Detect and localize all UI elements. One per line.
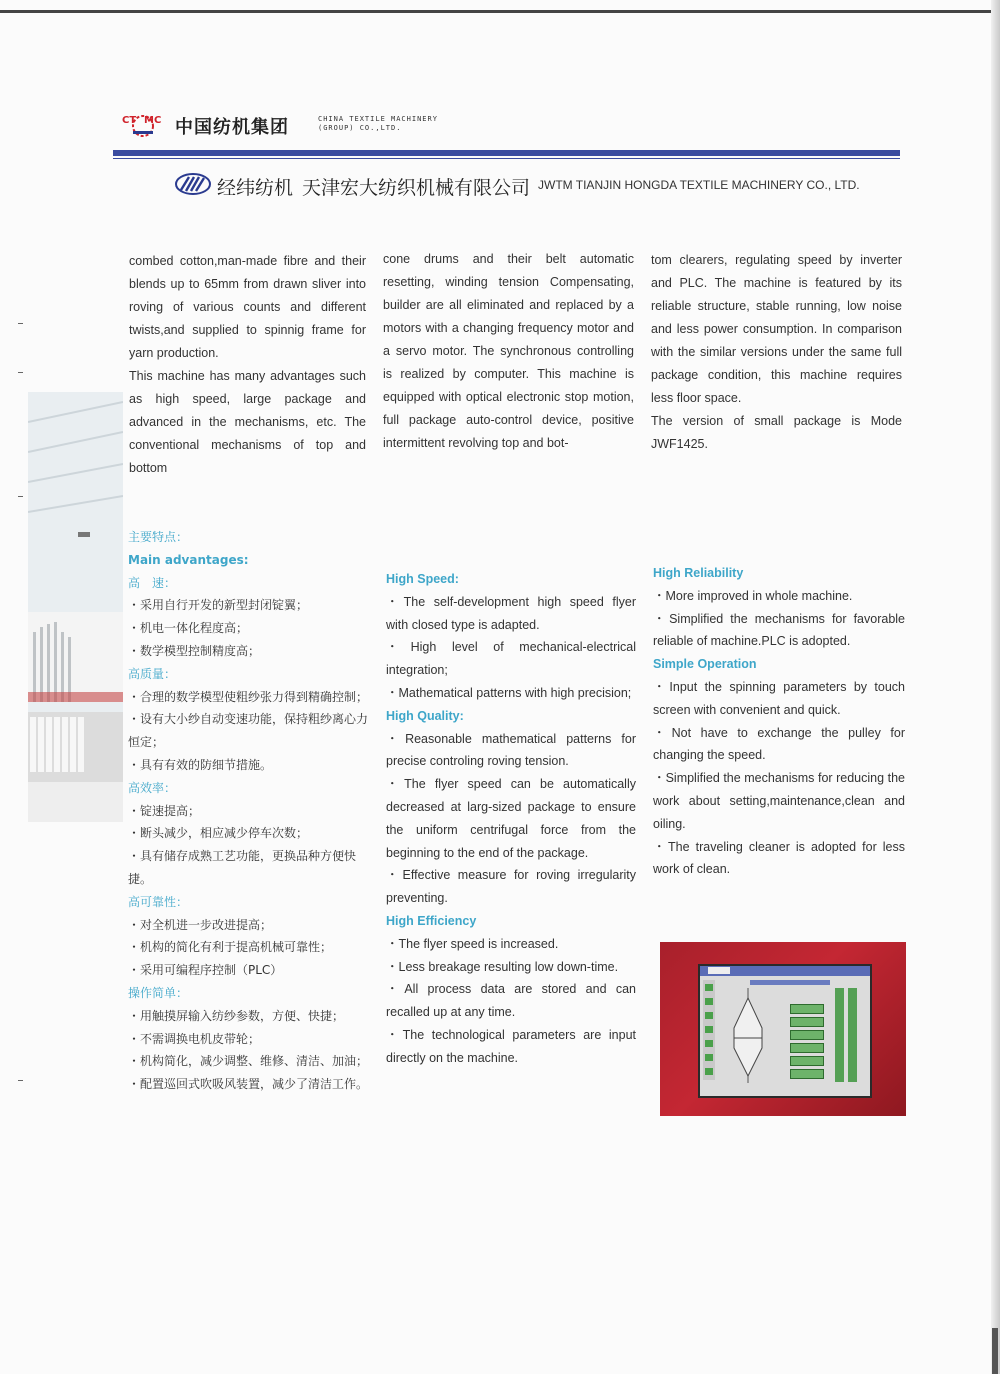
feature-item: ・The flyer speed is increased. [386, 936, 559, 951]
intro-column-2 [383, 248, 634, 455]
screen-title-bar [700, 966, 870, 976]
svg-text:CT: CT [122, 115, 137, 126]
intro-paragraph: tom clearers, regulating speed by inverter and PLC. The machine is featured by its reliable structure, stable running, low noise and less power consumption. In comparison with the similar versions under the same full package condition, this machine requires less floor space. [651, 253, 902, 405]
intro-column-3 [651, 249, 902, 456]
margin-mark [18, 496, 23, 497]
section-heading: 操作简单： [128, 985, 189, 1000]
feature-item: ・The traveling cleaner is adopted for less work of clean. [653, 839, 905, 877]
touch-screen-display [698, 964, 872, 1098]
margin-mark [18, 1080, 23, 1081]
group-name-cn: 中国纺机集团 [175, 117, 289, 138]
factory-photo-image [28, 392, 123, 822]
feature-item: ・断头减少，相应减少停车次数； [128, 826, 309, 841]
section-heading: 高质量： [128, 666, 177, 681]
features-title-cn: 主要特点： [128, 530, 189, 544]
intro-paragraph: cone drums and their belt automatic resetting, winding tension Compensating, builder are all eliminated and replaced by a motors with a changing frequency motor and a servo motor. The synchronous controlling is realized by computer. This machine is equipped with optical electronic stop motion, full package auto-control device, positive intermittent revolving top and bot- [383, 252, 634, 450]
bobbin-diagram-icon [728, 988, 768, 1083]
feature-item: ・Effective measure for roving irregularity preventing. [386, 868, 636, 906]
feature-item: ・The technological parameters are input directly on the machine. [386, 1027, 636, 1065]
section-heading: 高可靠性： [128, 894, 189, 909]
feature-item: ・Not have to exchange the pulley for changing the speed. [653, 725, 905, 763]
feature-item: ・不需调换电机皮带轮； [128, 1031, 261, 1046]
section-heading: 高 速： [128, 575, 177, 590]
section-heading: High Efficiency [386, 913, 477, 928]
feature-item: ・采用自行开发的新型封闭锭翼； [128, 598, 309, 613]
feature-item: ・机电一体化程度高； [128, 621, 249, 636]
features-en-right [653, 562, 905, 881]
feature-item: ・机构简化，减少调整、维修、清洁、加油； [128, 1054, 369, 1069]
intro-paragraph: combed cotton,man-made fibre and their blends up to 65mm from drawn sliver into roving of various counts and different twists,and supplied to spinnig frame for yarn production. [129, 254, 366, 360]
feature-item: ・用触摸屏输入纺纱参数，方便、快捷； [128, 1008, 345, 1023]
section-heading: Simple Operation [653, 657, 757, 672]
feature-item: ・Input the spinning parameters by touch screen with convenient and quick. [653, 679, 905, 717]
feature-item: ・Simplified the mechanisms for favorable reliable of machine.PLC is adopted. [653, 611, 905, 649]
features-en-middle [386, 568, 636, 1070]
feature-item: ・合理的数学模型使粗纱张力得到精确控制； [128, 689, 369, 704]
screen-side-buttons [703, 980, 715, 1080]
company-name-cn: 天津宏大纺织机械有限公司 [302, 177, 531, 199]
section-heading: High Speed: [386, 572, 459, 586]
margin-mark [18, 372, 23, 373]
scan-edge-right [991, 0, 1000, 1374]
company-brand-cn: 经纬纺机 [217, 177, 294, 199]
feature-item: ・采用可编程序控制（PLC） [128, 963, 283, 978]
feature-item: ・Reasonable mathematical patterns for precise controling roving tension. [386, 731, 636, 769]
section-heading: 高效率： [128, 780, 177, 795]
intro-paragraph: This machine has many advantages such as high speed, large package and advanced in the mechanisms, etc. The conventional mechanisms of top and bottom [129, 369, 366, 475]
screen-heading [750, 980, 830, 985]
section-heading: High Quality: [386, 708, 464, 723]
svg-text:MC: MC [144, 115, 162, 126]
feature-item: ・数学模型控制精度高； [128, 643, 261, 658]
company-name-en: JWTM TIANJIN HONGDA TEXTILE MACHINERY CO., LTD. [538, 178, 860, 192]
features-cn [128, 526, 370, 1096]
scan-edge-corner [992, 1328, 998, 1374]
feature-item: ・More improved in whole machine. [653, 588, 853, 603]
feature-item: ・High level of mechanical-electrical integration; [386, 640, 636, 678]
feature-item: ・The self-development high speed flyer with closed type is adapted. [386, 594, 636, 632]
feature-item: ・设有大小纱自动变速功能，保持粗纱离心力恒定； [128, 712, 369, 750]
scan-edge-top [0, 10, 1000, 13]
group-name-en-line1: CHINA TEXTILE MACHINERY [318, 115, 438, 123]
group-name-en [318, 115, 468, 133]
intro-paragraph: The version of small package is Mode JWF1425. [651, 414, 902, 451]
feature-item: ・Less breakage resulting low down-time. [386, 959, 619, 974]
header-rule [113, 150, 900, 156]
intro-column-1 [129, 250, 366, 480]
screen-column [848, 988, 857, 1082]
feature-item: ・锭速提高； [128, 803, 201, 818]
touch-screen-photo [660, 942, 906, 1116]
margin-mark [18, 323, 23, 324]
feature-item: ・机构的简化有利于提高机械可靠性； [128, 940, 333, 955]
feature-item: ・对全机进一步改进提高； [128, 917, 273, 932]
screen-column [835, 988, 844, 1082]
feature-item: ・All process data are stored and can recalled up at any time. [386, 982, 636, 1020]
features-title-en: Main advantages: [128, 552, 249, 567]
screen-param-buttons [790, 1004, 824, 1082]
feature-item: ・The flyer speed can be automatically decreased at larg-sized package to ensure the uniform centrifugal force from the beginning to the end of the package. [386, 777, 636, 860]
section-heading: High Reliability [653, 566, 744, 580]
ctmc-logo-icon [121, 112, 165, 138]
jwtm-logo-icon [173, 172, 213, 196]
header-rule-thin [113, 158, 900, 159]
group-name-en-line2: (GROUP) CO.,LTD. [318, 124, 402, 132]
feature-item: ・具有储存成熟工艺功能，更换品种方便快捷。 [128, 849, 357, 886]
feature-item: ・Simplified the mechanisms for reducing the work about setting,maintenance,clean and oiling. [653, 771, 905, 831]
feature-item: ・具有有效的防细节措施。 [128, 757, 273, 772]
feature-item: ・配置巡回式吹吸风装置，减少了清洁工作。 [128, 1077, 369, 1092]
factory-photo [28, 392, 123, 822]
feature-item: ・Mathematical patterns with high precision; [386, 685, 632, 700]
